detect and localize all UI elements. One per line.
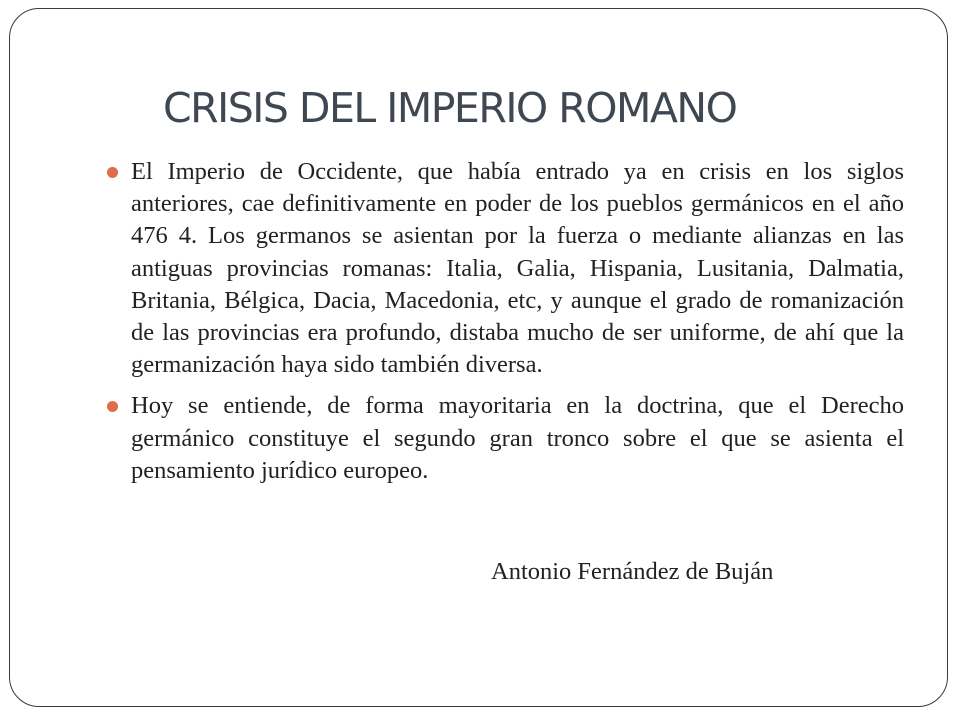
bullet-text: Hoy se entiende, de forma mayoritaria en la doctrina, que el Derecho germánico constituye el segundo gran tronco sobre el que se asienta el pensamiento jurídico europeo. — [131, 392, 904, 484]
slide-title: CRISIS DEL IMPERIO ROMANO — [163, 84, 737, 132]
quote-author: Antonio Fernández de Buján — [491, 558, 774, 585]
bullet-item — [131, 390, 904, 487]
bullet-text: El Imperio de Occidente, que había entrado ya en crisis en los siglos anteriores, cae definitivamente en poder de los pueblos germánicos en el año 476 4. Los germanos se asientan por la fuerza o mediante alianzas en las antiguas provincias romanas: Italia, Galia, Hispania, Lusitania, Dalmatia, Britania, Bélgica, Dacia, Macedonia, etc, y aunque el grado de romanización de las provincias era profundo, distaba mucho de ser uniforme, de ahí que la germanización haya sido también diversa. — [131, 158, 904, 379]
slide-body — [131, 156, 904, 496]
bullet-dot-icon — [107, 167, 118, 178]
bullet-item — [131, 156, 904, 381]
